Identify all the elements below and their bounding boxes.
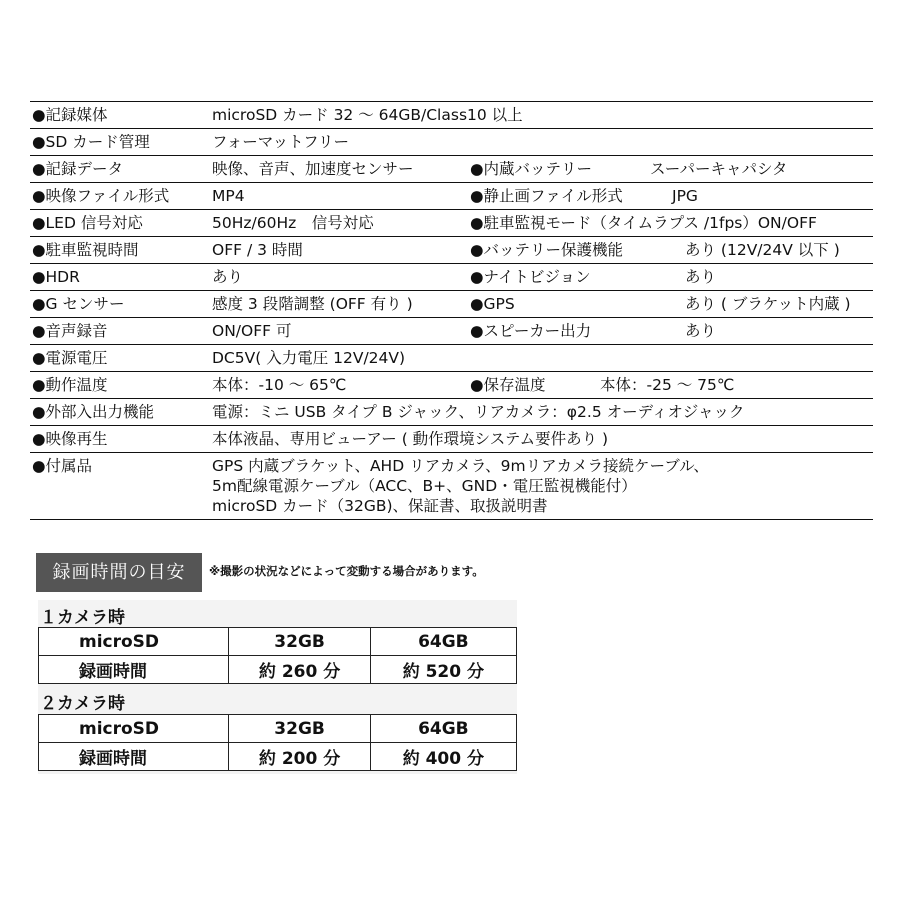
accessory-line: GPS 内蔵ブラケット、AHD リアカメラ、9mリアカメラ接続ケーブル、 <box>212 457 709 475</box>
cell: microSD <box>39 628 229 656</box>
spec-row-hdr <box>30 264 873 291</box>
spec-label-2: ●GPS <box>470 295 515 313</box>
spec-value: 50Hz/60Hz 信号対応 <box>212 214 374 232</box>
spec-value: 映像、音声、加速度センサー <box>212 160 414 178</box>
spec-label: ●駐車監視時間 <box>32 241 139 259</box>
spec-value-2: 本体：-25 ～ 75℃ <box>600 376 735 394</box>
cam2-title: ２カメラ時 <box>40 694 125 714</box>
cell: 録画時間 <box>39 656 229 684</box>
spec-value-2: スーパーキャパシタ <box>650 160 788 178</box>
spec-value-2: あり <box>685 322 717 340</box>
spec-row-audio <box>30 318 873 345</box>
spec-value: DC5V( 入力電圧 12V/24V) <box>212 349 406 367</box>
spec-row-led <box>30 210 873 237</box>
spec-label: ●記録データ <box>32 160 124 178</box>
table-row <box>39 743 517 771</box>
accessory-line: 5m配線電源ケーブル（ACC、B+、GND・電圧監視機能付） <box>212 477 637 495</box>
spec-row-sd <box>30 129 873 156</box>
spec-row-parking <box>30 237 873 264</box>
spec-label: ●付属品 <box>32 457 93 475</box>
spec-value: microSD カード 32 ～ 64GB/Class10 以上 <box>212 106 523 124</box>
spec-value: 本体液晶、専用ビューアー ( 動作環境システム要件あり ) <box>212 430 609 448</box>
spec-label-2: ●バッテリー保護機能 <box>470 241 624 259</box>
spec-value-2: あり <box>685 268 717 286</box>
table-row <box>39 628 517 656</box>
spec-row-accessories <box>30 453 873 520</box>
spec-label: ●映像ファイル形式 <box>32 187 170 205</box>
cell: 録画時間 <box>39 743 229 771</box>
spec-label: ●HDR <box>32 268 80 286</box>
spec-label-2: ●駐車監視モード（タイムラプス /1fps）ON/OFF <box>470 214 817 232</box>
spec-label: ●SD カード管理 <box>32 133 150 151</box>
spec-row-temp <box>30 372 873 399</box>
spec-row-io <box>30 399 873 426</box>
spec-row-format <box>30 183 873 210</box>
cell: 約 200 分 <box>229 743 370 771</box>
cell: 64GB <box>370 628 516 656</box>
spec-value-2: JPG <box>672 187 698 205</box>
table-row <box>39 656 517 684</box>
spec-value: 感度 3 段階調整 (OFF 有り ) <box>212 295 413 313</box>
recording-note: ※撮影の状況などによって変動する場合があります。 <box>209 564 484 578</box>
spec-row-data <box>30 156 873 183</box>
spec-row-media <box>30 102 873 129</box>
spec-label-2: ●スピーカー出力 <box>470 322 592 340</box>
spec-value: OFF / 3 時間 <box>212 241 303 259</box>
cell: 32GB <box>229 628 370 656</box>
spec-label: ●音声録音 <box>32 322 108 340</box>
spec-table <box>30 101 873 520</box>
spec-value: フォーマットフリー <box>212 133 350 151</box>
cell: 約 520 分 <box>370 656 516 684</box>
spec-value-2: あり ( ブラケット内蔵 ) <box>685 295 851 313</box>
spec-label: ●LED 信号対応 <box>32 214 143 232</box>
spec-row-gsensor <box>30 291 873 318</box>
accessory-line: microSD カード（32GB)、保証書、取扱説明書 <box>212 497 548 515</box>
spec-row-power <box>30 345 873 372</box>
spec-label: ●動作温度 <box>32 376 108 394</box>
cell: 32GB <box>229 715 370 743</box>
cell: 約 260 分 <box>229 656 370 684</box>
spec-label-2: ●静止画ファイル形式 <box>470 187 623 205</box>
spec-label: ●映像再生 <box>32 430 108 448</box>
spec-label: ●記録媒体 <box>32 106 108 124</box>
cell: 64GB <box>370 715 516 743</box>
spec-value: あり <box>212 268 244 286</box>
spec-label-2: ●ナイトビジョン <box>470 268 591 286</box>
spec-label-2: ●保存温度 <box>470 376 546 394</box>
spec-value: MP4 <box>212 187 245 205</box>
spec-row-playback <box>30 426 873 453</box>
spec-value: 本体：-10 ～ 65℃ <box>212 376 347 394</box>
spec-value: 電源：ミニ USB タイプ B ジャック、リアカメラ：φ2.5 オーディオジャック <box>212 403 745 421</box>
spec-value-lines <box>212 456 709 516</box>
spec-label: ●外部入出力機能 <box>32 403 155 421</box>
cell: 約 400 分 <box>370 743 516 771</box>
spec-label: ●G センサー <box>32 295 125 313</box>
cam2-table <box>38 714 517 771</box>
spec-label-2: ●内蔵バッテリー <box>470 160 593 178</box>
cell: microSD <box>39 715 229 743</box>
cam1-title: １カメラ時 <box>40 608 125 628</box>
cam1-table <box>38 627 517 684</box>
table-row <box>39 715 517 743</box>
spec-value-2: あり (12V/24V 以下 ) <box>685 241 840 259</box>
spec-value: ON/OFF 可 <box>212 322 292 340</box>
spec-label: ●電源電圧 <box>32 349 108 367</box>
recording-header: 録画時間の目安 <box>36 553 202 592</box>
